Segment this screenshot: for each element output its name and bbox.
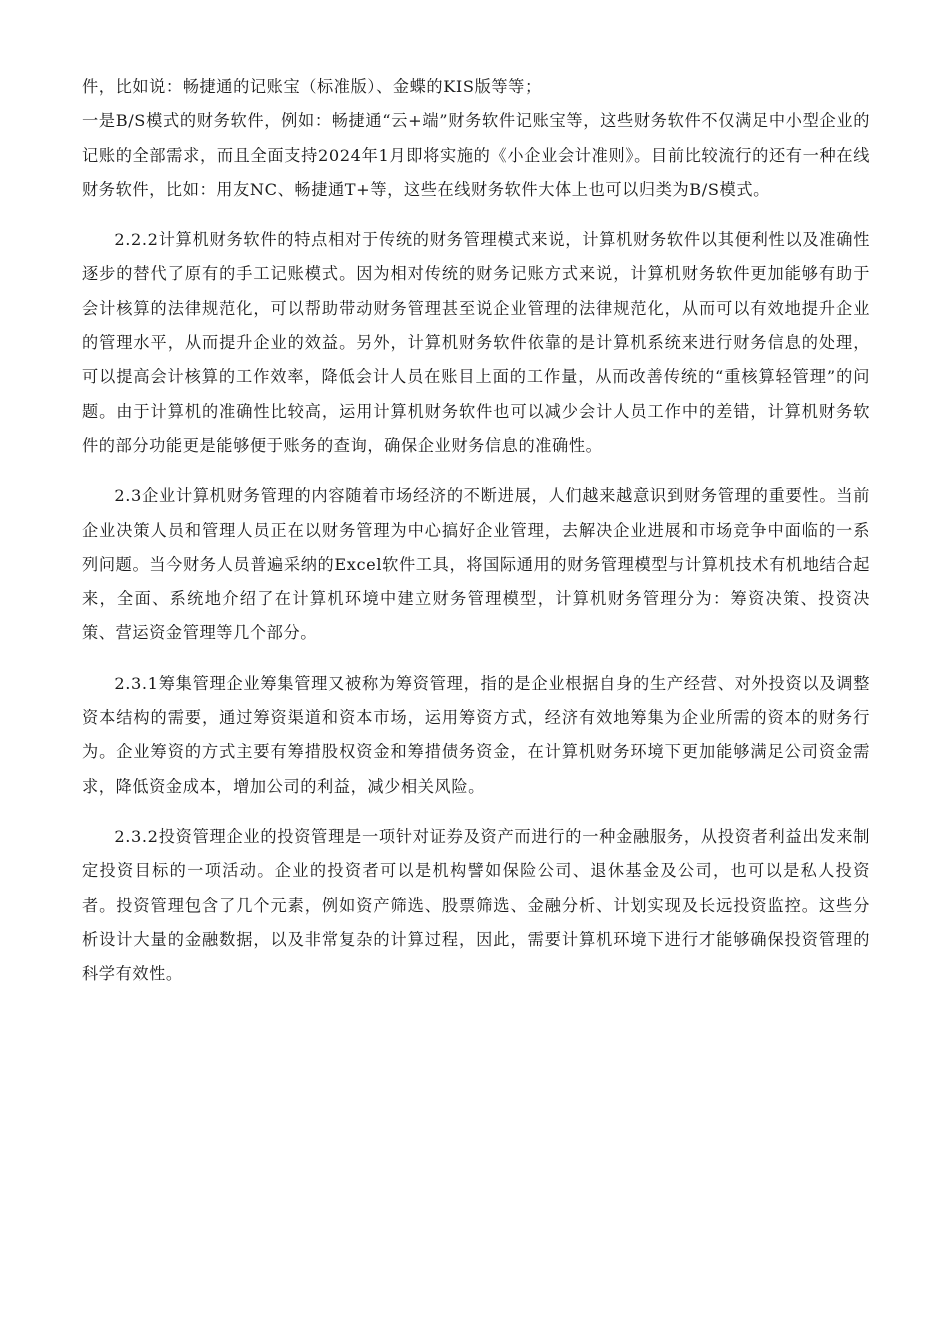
paragraph-2-3: 2.3企业计算机财务管理的内容随着市场经济的不断进展，人们越来越意识到财务管理的重要性。当前企业决策人员和管理人员正在以财务管理为中心搞好企业管理，去解决企业进展和市场竞争中面临的一系列问题。当今财务人员普遍采纳的Excel软件工具，将国际通用的财务管理模型与计算机技术有机地结合起来，全面、系统地介绍了在计算机环境中建立财务管理模型，计算机财务管理分为：筹资决策、投资决策、营运资金管理等几个部分。 (82, 486, 870, 643)
paragraph-2-3-1: 2.3.1筹集管理企业筹集管理又被称为筹资管理，指的是企业根据自身的生产经营、对外投资以及调整资本结构的需要，通过筹资渠道和资本市场，运用筹资方式，经济有效地筹集为企业所需的资本的财务行为。企业筹资的方式主要有筹措股权资金和筹措债务资金，在计算机财务环境下更加能够满足公司资金需求，降低资金成本，增加公司的利益，减少相关风险。 (82, 673, 870, 796)
document-page (82, 70, 870, 1007)
paragraph-bs-mode: 一是B/S模式的财务软件，例如：畅捷通“云+端”财务软件记账宝等，这些财务软件不仅满足中小型企业的记账的全部需求，而且全面支持2024年1月即将实施的《小企业会计准则》。目前比较流行的还有一种在线财务软件，比如：用友NC、畅捷通T+等，这些在线财务软件大体上也可以归类为B/S模式。 (82, 111, 870, 199)
paragraph-2-2-2: 2.2.2计算机财务软件的特点相对于传统的财务管理模式来说，计算机财务软件以其便利性以及准确性逐步的替代了原有的手工记账模式。因为相对传统的财务记账方式来说，计算机财务软件更加能够有助于会计核算的法律规范化，可以帮助带动财务管理甚至说企业管理的法律规范化，从而可以有效地提升企业的管理水平，从而提升企业的效益。另外，计算机财务软件依靠的是计算机系统来进行财务信息的处理，可以提高会计核算的工作效率，降低会计人员在账目上面的工作量，从而改善传统的“重核算轻管理”的问题。由于计算机的准确性比较高，运用计算机财务软件也可以减少会计人员工作中的差错，计算机财务软件的部分功能更是能够便于账务的查询，确保企业财务信息的准确性。 (82, 230, 870, 455)
paragraph-continuation: 件，比如说：畅捷通的记账宝（标准版）、金蝶的KIS版等等； (82, 77, 542, 96)
paragraph-2-3-2: 2.3.2投资管理企业的投资管理是一项针对证券及资产而进行的一种金融服务，从投资者利益出发来制定投资目标的一项活动。企业的投资者可以是机构譬如保险公司、退休基金及公司，也可以是私人投资者。投资管理包含了几个元素，例如资产筛选、股票筛选、金融分析、计划实现及长远投资监控。这些分析设计大量的金融数据，以及非常复杂的计算过程，因此，需要计算机环境下进行才能够确保投资管理的科学有效性。 (82, 826, 870, 984)
